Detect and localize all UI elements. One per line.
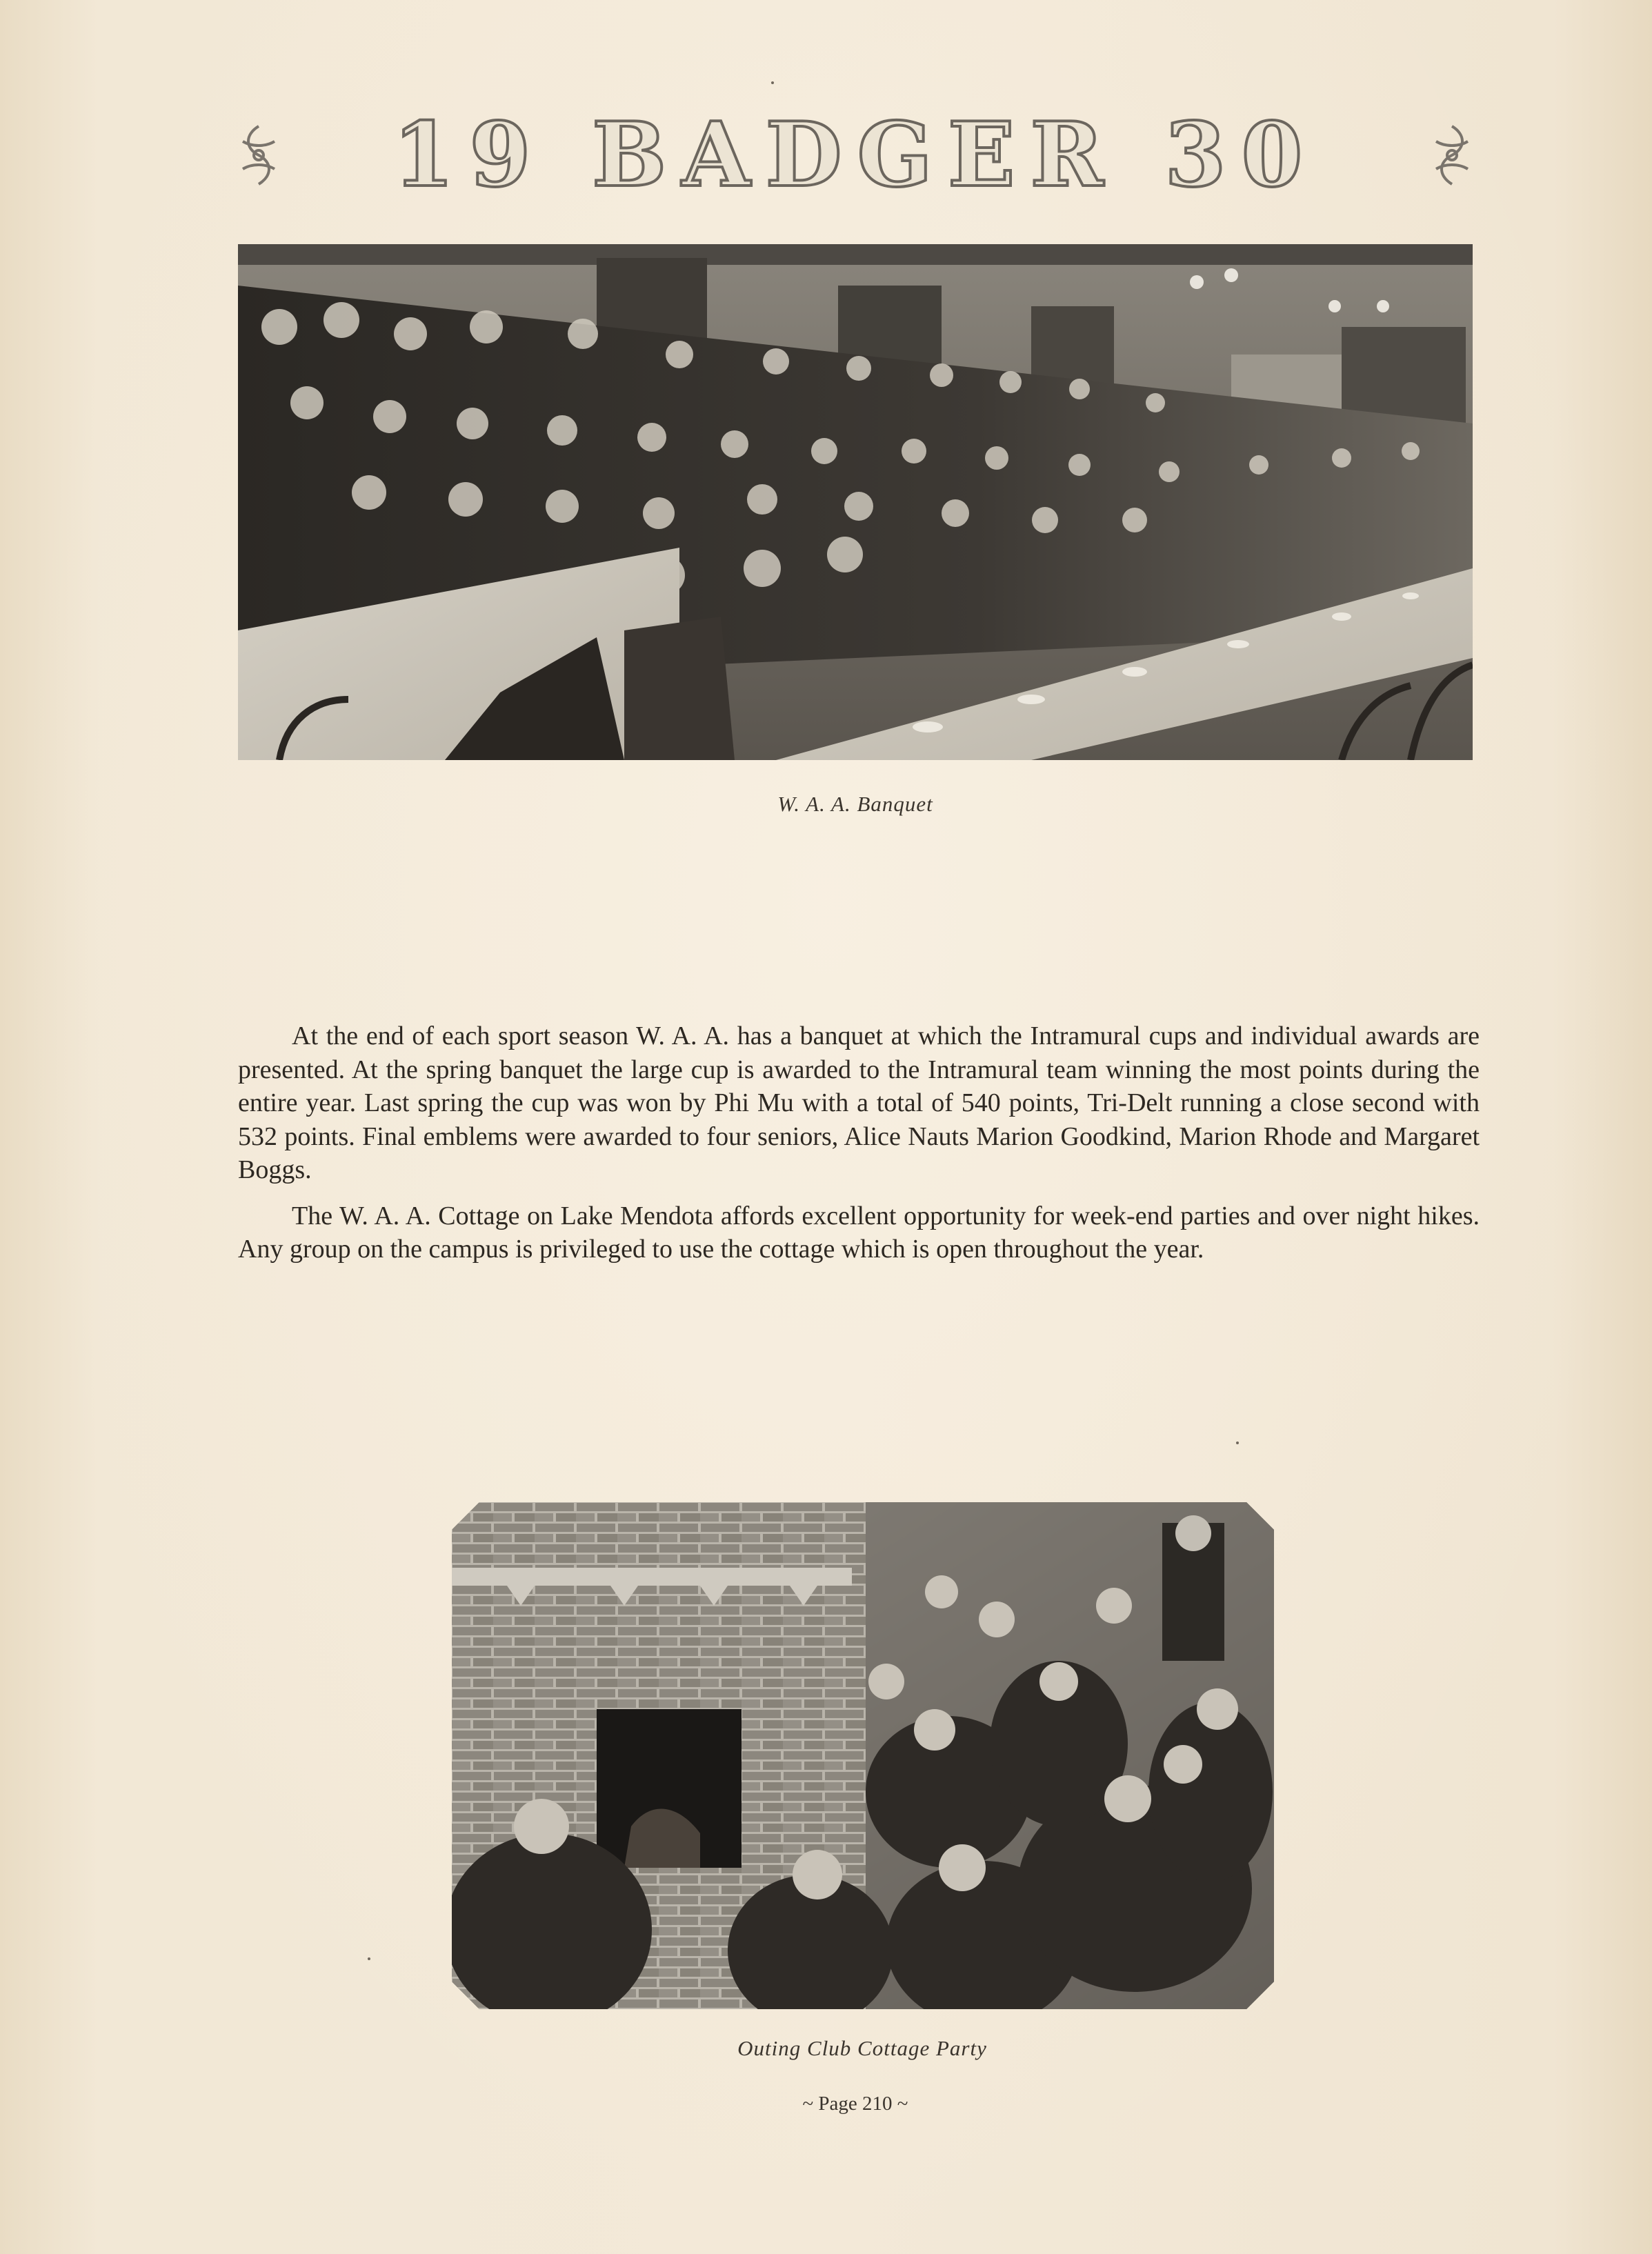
paragraph-awards: At the end of each sport season W. A. A. has a banquet at which the Intramural cups and individual awards are presented. At the spring banquet the large cup is awarded to the Intramural team winning the most points during the entire year. Last spring the cup was won by Phi Mu with a total of 540 points, Tri-Delt running a close second with 532 points. Final emblems were awarded to four seniors, Alice Nauts Marion Goodkind, Marion Rhode and Margaret Boggs. xyxy=(238,1021,1480,1184)
paragraph-cottage: The W. A. A. Cottage on Lake Mendota affords excellent opportunity for week-end parties and over night hikes. Any group on the campus is privileged to use the cottage which is open throughout the year. xyxy=(238,1201,1480,1264)
banquet-photo-icon xyxy=(238,244,1473,760)
paper-speck xyxy=(1236,1442,1239,1444)
paper-speck xyxy=(771,81,774,84)
banquet-photo xyxy=(238,244,1473,760)
cottage-party-photo xyxy=(452,1502,1274,2009)
fleuron-right-icon xyxy=(1428,121,1476,190)
banquet-caption: W. A. A. Banquet xyxy=(777,792,933,816)
page-header xyxy=(235,103,1476,207)
cottage-party-caption: Outing Club Cottage Party xyxy=(737,2036,987,2060)
cottage-party-photo-icon xyxy=(452,1502,1274,2009)
yearbook-title: 19 BADGER 30 xyxy=(392,103,1318,207)
article-body xyxy=(238,1019,1480,1279)
page-number: ~ Page 210 ~ xyxy=(802,2093,908,2115)
paper-speck xyxy=(368,1957,370,1960)
fleuron-left-icon xyxy=(235,121,283,190)
